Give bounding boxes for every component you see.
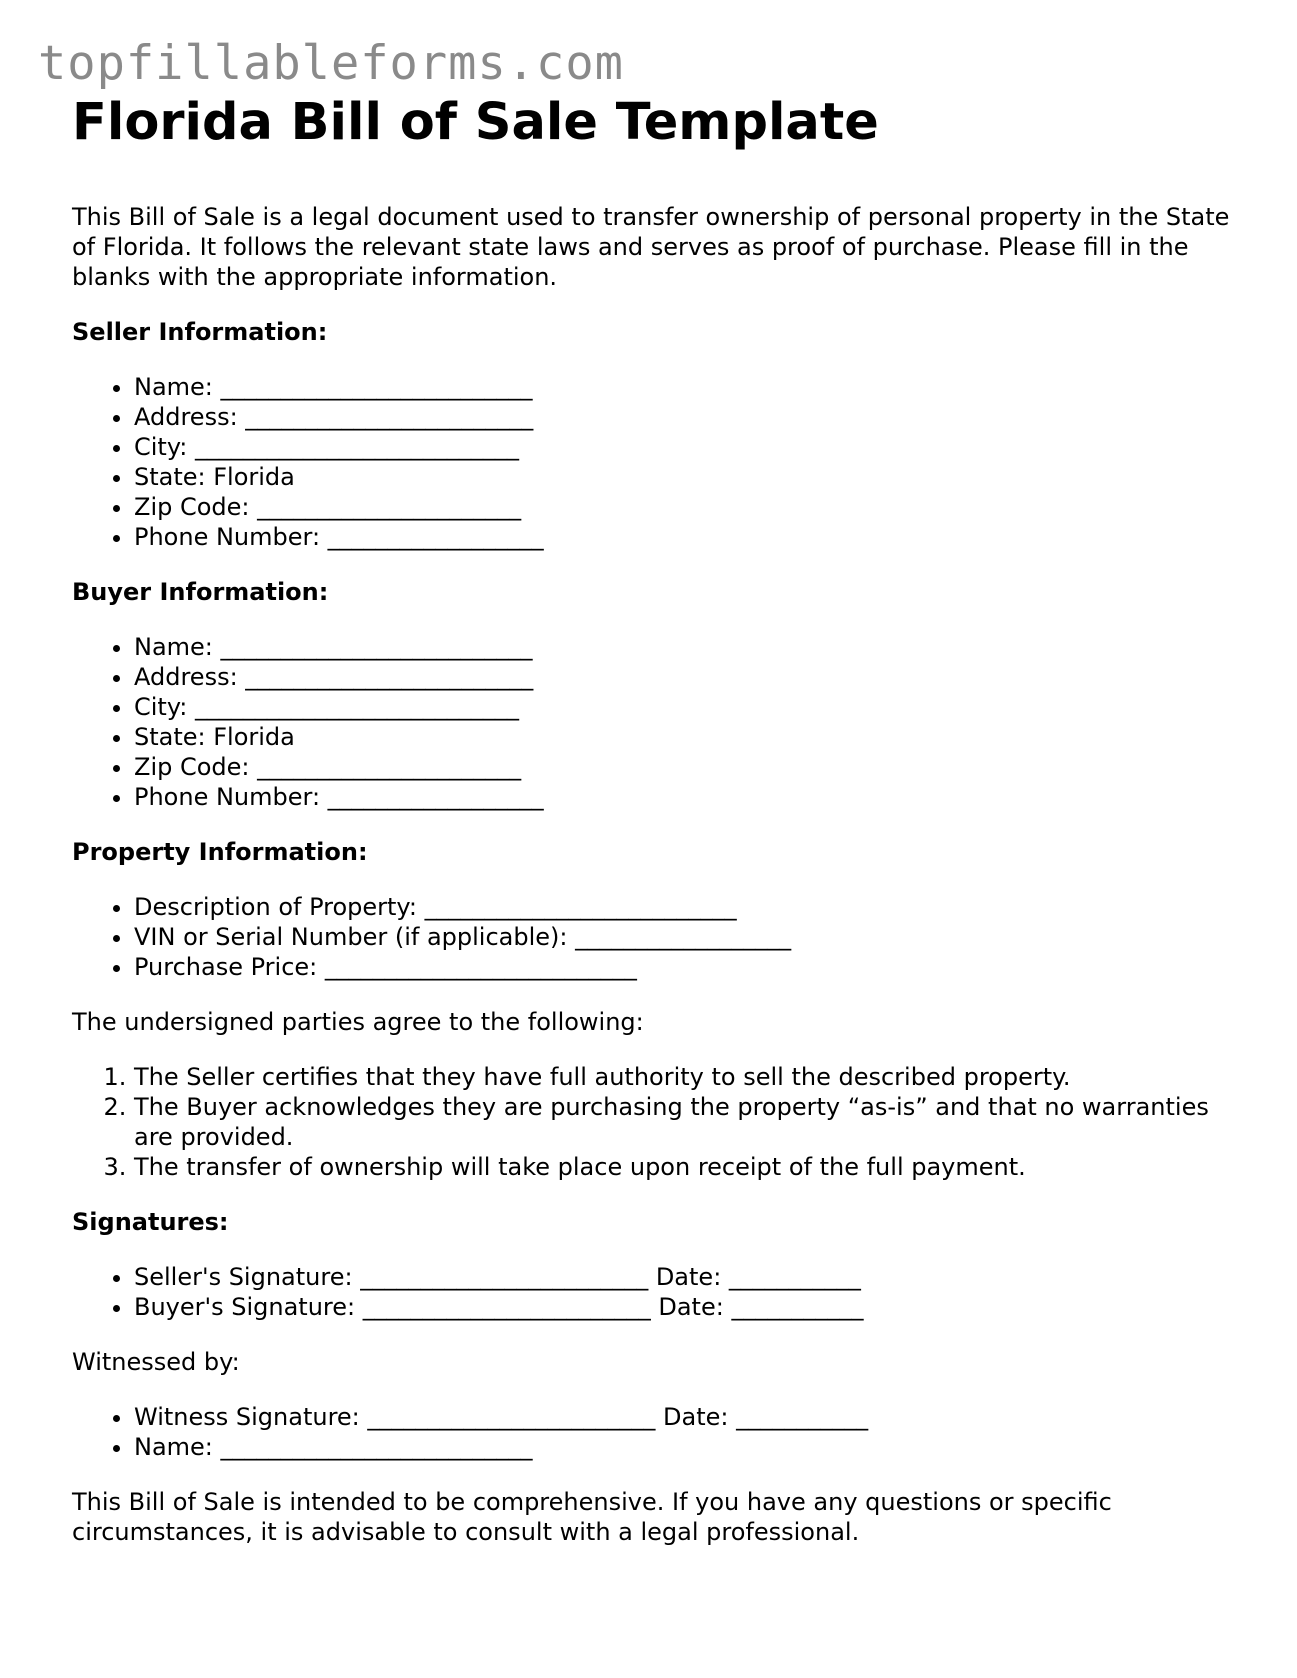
witness-list xyxy=(72,1402,1232,1462)
closing-paragraph: This Bill of Sale is intended to be comprehensive. If you have any questions or specific circumstances, it is advisable to consult with a legal professional. xyxy=(72,1488,1112,1546)
seller-phone-field[interactable]: • Phone Number: __________________ xyxy=(134,522,1232,552)
seller-state-item: • State: Florida xyxy=(134,462,1232,492)
buyer-list xyxy=(72,632,1232,812)
seller-zip-field[interactable]: • Zip Code: ______________________ xyxy=(134,492,1232,522)
property-description-field[interactable]: • Description of Property: __________________________ xyxy=(134,892,1232,922)
seller-heading: Seller Information: xyxy=(72,318,328,346)
buyer-signature-field[interactable]: • Buyer's Signature: ________________________ Date: ___________ xyxy=(134,1292,1232,1322)
agreement-item: 3. The transfer of ownership will take place upon receipt of the full payment. xyxy=(134,1152,1232,1182)
agreement-intro: The undersigned parties agree to the following: xyxy=(72,1008,644,1036)
page-title: Florida Bill of Sale Template xyxy=(72,93,879,152)
property-vin-field[interactable]: • VIN or Serial Number (if applicable): __________________ xyxy=(134,922,1232,952)
document-body xyxy=(72,88,1232,1547)
seller-city-field[interactable]: • City: ___________________________ xyxy=(134,432,1232,462)
seller-name-field[interactable]: • Name: __________________________ xyxy=(134,372,1232,402)
seller-signature-field[interactable]: • Seller's Signature: ________________________ Date: ___________ xyxy=(134,1262,1232,1292)
agreement-item: 2. The Buyer acknowledges they are purchasing the property “as-is” and that no warranties are provided. xyxy=(134,1092,1232,1152)
buyer-address-field[interactable]: • Address: ________________________ xyxy=(134,662,1232,692)
signatures-heading: Signatures: xyxy=(72,1208,229,1236)
property-list xyxy=(72,892,1232,982)
buyer-zip-field[interactable]: • Zip Code: ______________________ xyxy=(134,752,1232,782)
buyer-phone-field[interactable]: • Phone Number: __________________ xyxy=(134,782,1232,812)
witness-label: Witnessed by: xyxy=(72,1348,240,1376)
buyer-name-field[interactable]: • Name: __________________________ xyxy=(134,632,1232,662)
intro-paragraph: This Bill of Sale is a legal document used to transfer ownership of personal property in the State of Florida. It follows the relevant state laws and serves as proof of purchase. Please fill in the blanks with the appropriate information. xyxy=(72,203,1230,291)
witness-name-field[interactable]: • Name: __________________________ xyxy=(134,1432,1232,1462)
agreement-list xyxy=(72,1062,1232,1182)
watermark-text: topfillableforms.com xyxy=(38,36,624,91)
seller-address-field[interactable]: • Address: ________________________ xyxy=(134,402,1232,432)
witness-signature-field[interactable]: • Witness Signature: ________________________ Date: ___________ xyxy=(134,1402,1232,1432)
property-price-field[interactable]: • Purchase Price: __________________________ xyxy=(134,952,1232,982)
agreement-item: 1. The Seller certifies that they have full authority to sell the described property. xyxy=(134,1062,1232,1092)
seller-list xyxy=(72,372,1232,552)
buyer-heading: Buyer Information: xyxy=(72,578,329,606)
buyer-city-field[interactable]: • City: ___________________________ xyxy=(134,692,1232,722)
signatures-list xyxy=(72,1262,1232,1322)
property-heading: Property Information: xyxy=(72,838,368,866)
buyer-state-item: • State: Florida xyxy=(134,722,1232,752)
